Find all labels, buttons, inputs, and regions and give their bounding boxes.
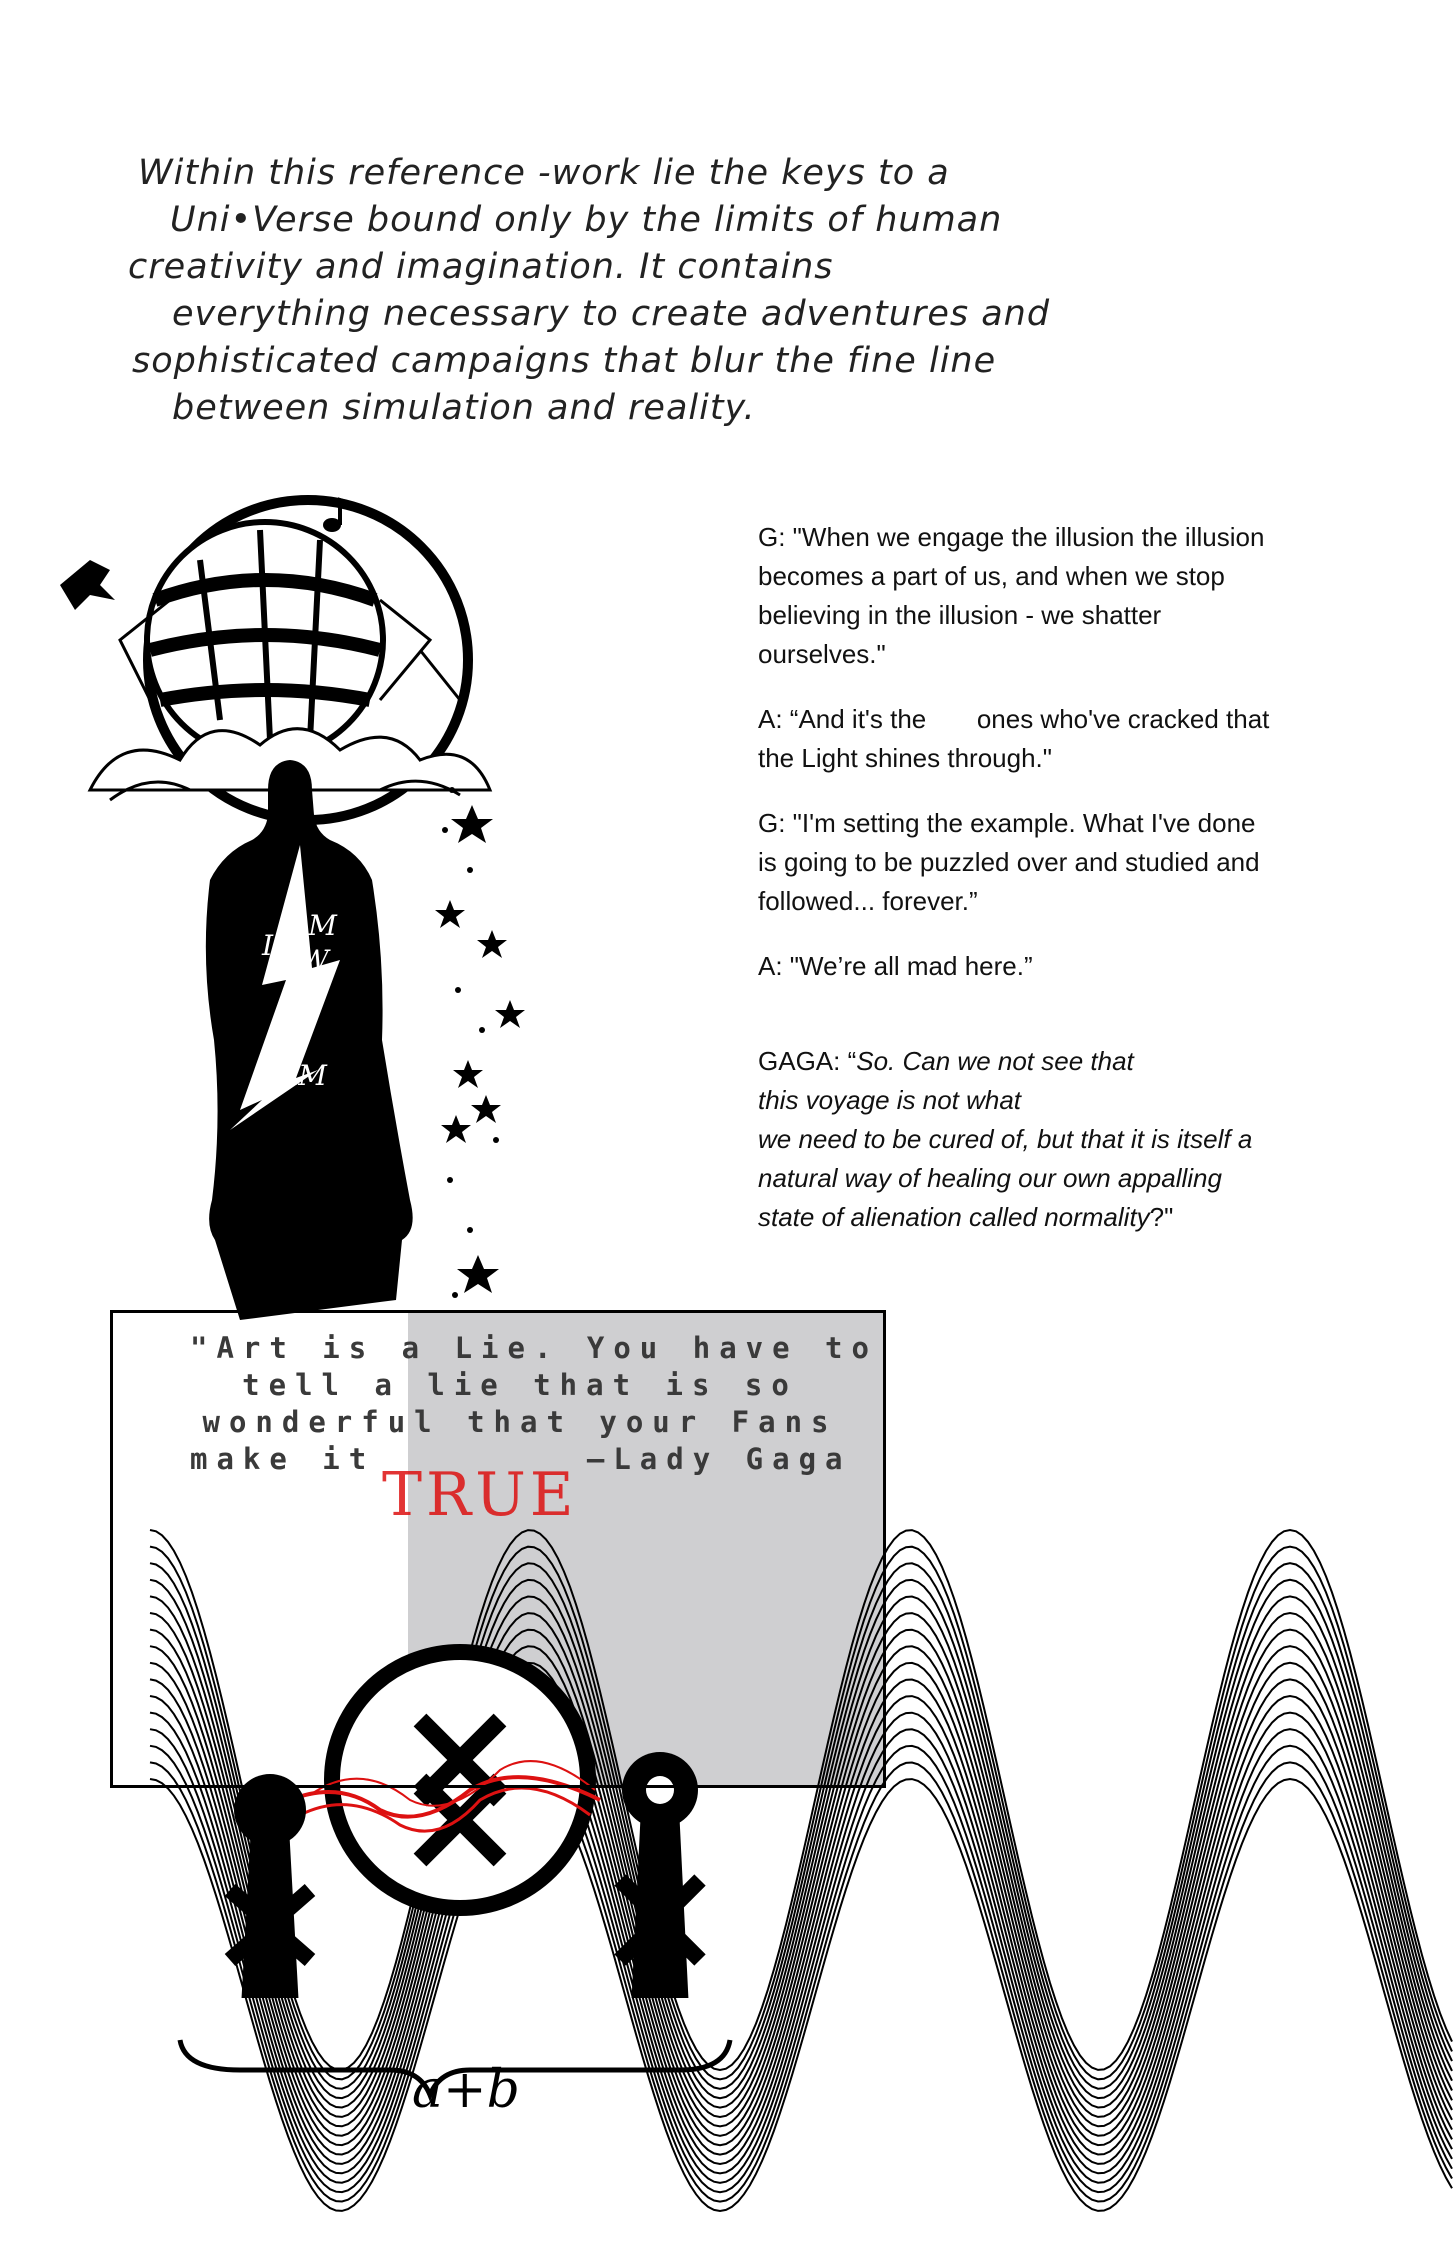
quote-line: "Art is a Lie. You have to — [190, 1331, 878, 1365]
dialogue-line: G: "When we engage the illusion the illusion — [758, 522, 1265, 552]
stars-decoration — [435, 787, 525, 1298]
gaga-italic-line: we need to be cured of, but that it is itself a — [758, 1124, 1253, 1154]
intro-line: sophisticated campaigns that blur the fine line — [132, 341, 997, 381]
dialogue-line: the Light shines through." — [758, 743, 1052, 773]
quote-text — [190, 1330, 878, 1478]
figure-silhouette — [206, 760, 413, 1320]
dialogue-line: followed... forever.” — [758, 886, 978, 916]
figure-word: W — [300, 944, 329, 977]
gaga-italic-line: this voyage is not what — [758, 1085, 1022, 1115]
gaga-italic-line: So. Can we not see that — [856, 1046, 1134, 1076]
figure-word: AM — [288, 909, 337, 942]
quote-line: tell a lie that is so — [242, 1368, 798, 1402]
dialogue-line: A: "We’re all mad here.” — [758, 951, 1033, 981]
dialogue-line: becomes a part of us, and when we stop — [758, 561, 1225, 591]
bird-icon — [60, 560, 115, 610]
figure-word: A — [290, 1004, 311, 1037]
dialogue-line: ourselves." — [758, 639, 886, 669]
dialogue-line: believing in the illusion - we shatter — [758, 600, 1162, 630]
dialogue-line: G: "I'm setting the example. What I've done — [758, 808, 1256, 838]
quote-red-word: TRUE — [382, 1460, 578, 1530]
figure-word: I — [262, 929, 274, 962]
intro-line: Uni•Verse bound only by the limits of human — [170, 200, 1003, 240]
quote-line: wonderful that your Fans — [202, 1405, 838, 1439]
ab-label: a+b — [412, 2060, 520, 2120]
intro-line: between simulation and reality. — [172, 388, 756, 428]
dialogue-line: is going to be puzzled over and studied and — [758, 847, 1260, 877]
quote-line: make it —Lady Gaga — [190, 1442, 852, 1476]
gaga-italic-line: natural way of healing our own appalling — [758, 1163, 1222, 1193]
figure-word: H — [296, 974, 321, 1007]
intro-line: Within this reference -work lie the keys to a — [138, 153, 950, 193]
gaga-italic-line: state of alienation called normality — [758, 1202, 1150, 1232]
figure-word: AM — [278, 1059, 327, 1092]
intro-line: everything necessary to create adventures and — [172, 294, 1051, 334]
figure-word: I — [258, 1074, 270, 1107]
dialogue-line: A: “And it's the ones who've cracked that — [758, 704, 1270, 734]
gaga-suffix: ?" — [1149, 1202, 1174, 1232]
figure-word: T — [284, 1032, 303, 1065]
intro-line: creativity and imagination. It contains — [128, 247, 834, 287]
gaga-prefix: GAGA: “ — [758, 1046, 857, 1076]
